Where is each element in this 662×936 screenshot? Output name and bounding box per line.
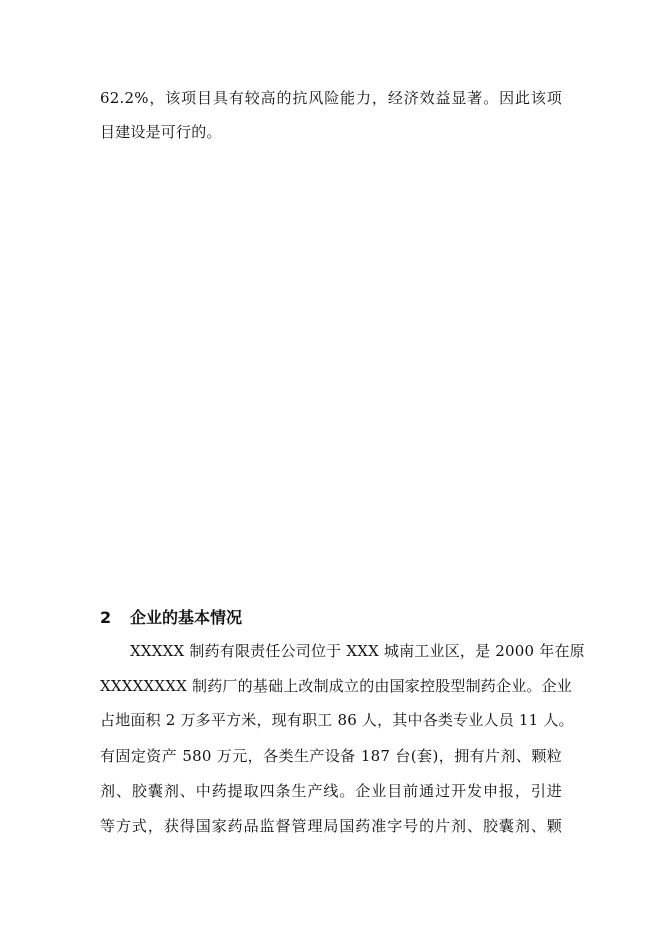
body-line-6: 等方式，获得国家药品监督管理局国药准字号的片剂、胶囊剂、颗 (100, 817, 562, 835)
body-line-5: 剂、胶囊剂、中药提取四条生产线。企业目前通过开发申报，引进 (100, 782, 562, 800)
body-line-2: XXXXXXXX 制药厂的基础上改制成立的由国家控股型制药企业。企业 (100, 677, 573, 695)
body-line-4: 有固定资产 580 万元，各类生产设备 187 台(套)，拥有片剂、颗粒 (100, 747, 562, 765)
section-title: 企业的基本情况 (130, 608, 243, 627)
body-line-1: XXXXX 制药有限责任公司位于 XXX 城南工业区，是 2000 年在原 (130, 642, 585, 660)
body-line-3: 占地面积 2 万多平方米，现有职工 86 人，其中各类专业人员 11 人。 (100, 711, 574, 729)
section-heading (100, 607, 242, 629)
intro-line-1: 62.2%，该项目具有较高的抗风险能力，经济效益显著。因此该项 (100, 89, 562, 107)
intro-line-2: 目建设是可行的。 (100, 123, 222, 141)
section-number: 2 (100, 608, 112, 627)
